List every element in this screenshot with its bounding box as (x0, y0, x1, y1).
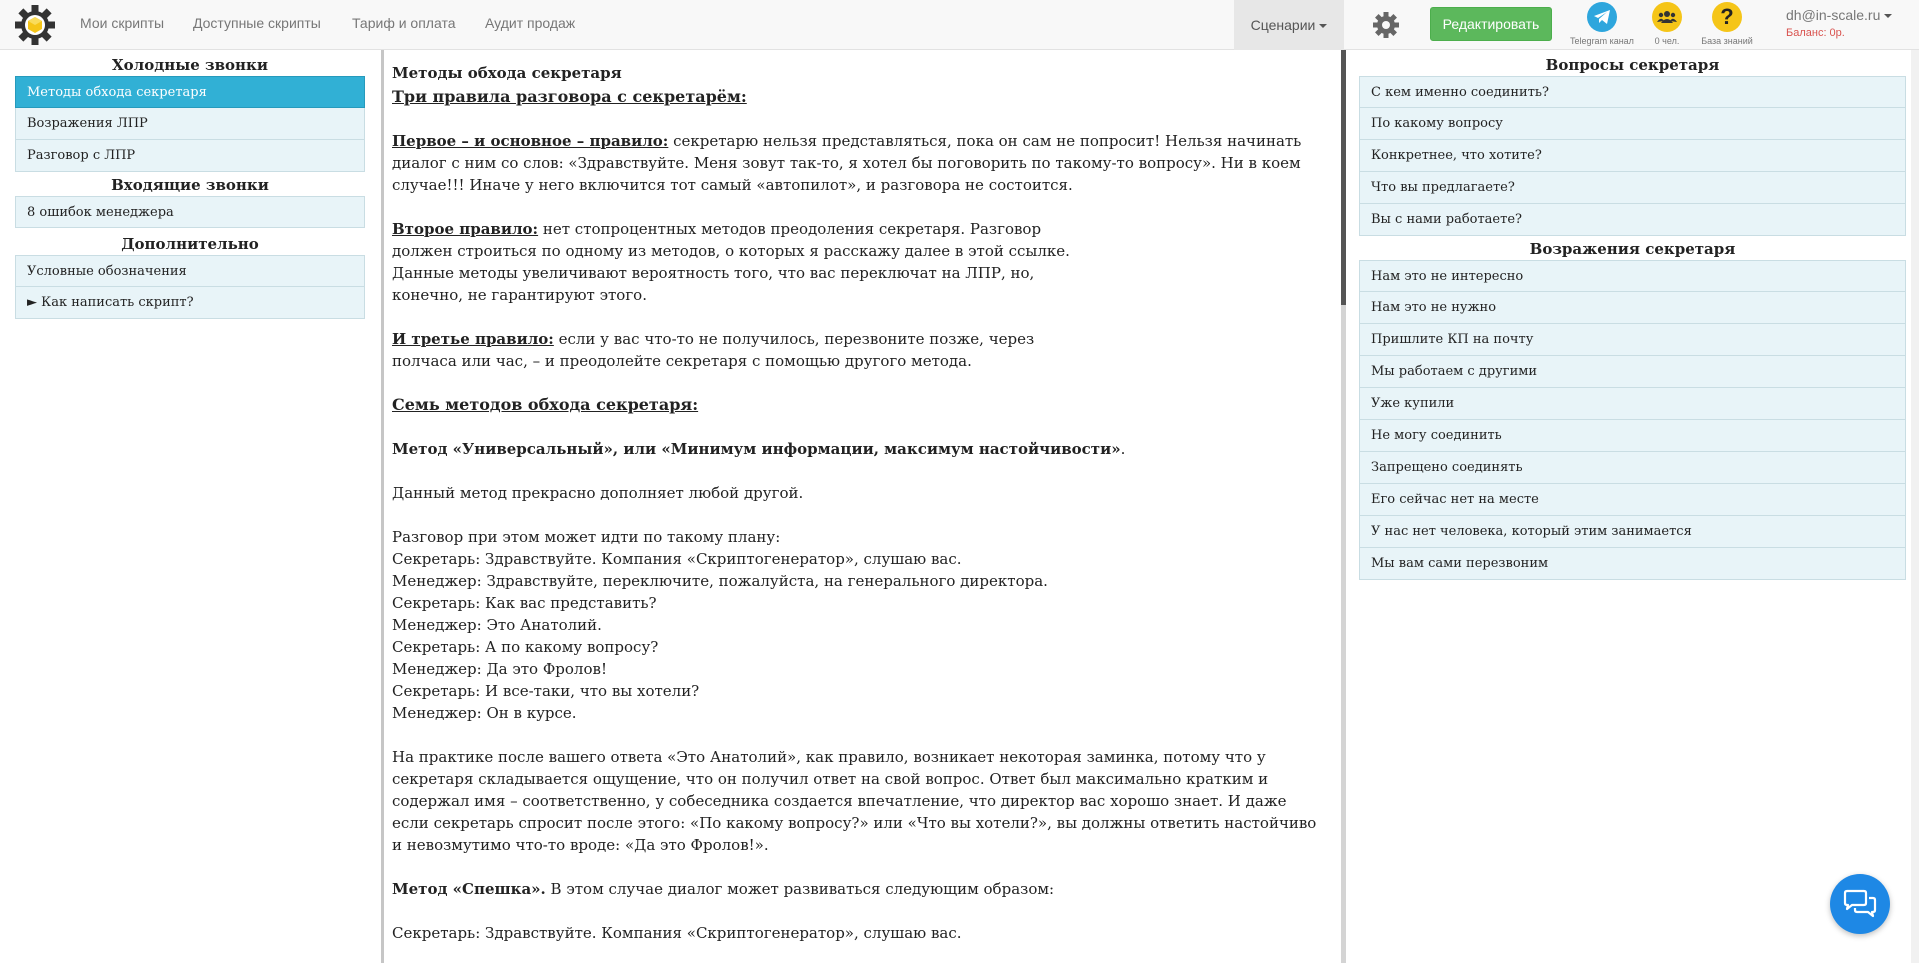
caret-down-icon (1319, 24, 1327, 28)
dialog-line: Секретарь: Как вас представить? (392, 594, 657, 612)
right-item-question[interactable]: Конкретнее, что хотите? (1359, 140, 1906, 172)
right-item-question[interactable]: С кем именно соединить? (1359, 76, 1906, 108)
users-caption: 0 чел. (1654, 36, 1680, 46)
telegram-caption: Telegram канал (1570, 36, 1634, 46)
caret-down-icon (1884, 14, 1892, 18)
nav-sales-audit[interactable]: Аудит продаж (485, 15, 576, 31)
scenarios-dropdown[interactable] (1234, 0, 1344, 50)
rule-3-line-1: И третье правило: если у вас что-то не получилось, перезвоните позже, через (392, 330, 1035, 348)
right-item-objection[interactable]: Мы вам сами перезвоним (1359, 548, 1906, 580)
users-icon (1652, 2, 1682, 32)
content-title: Методы обхода секретаря (392, 64, 622, 82)
scenarios-label: Сценарии (1250, 17, 1316, 33)
right-item-objection[interactable]: Запрещено соединять (1359, 452, 1906, 484)
users-count-link[interactable] (1646, 2, 1688, 46)
right-scrollbar[interactable] (1911, 50, 1919, 963)
method-2-title: Метод «Спешка». В этом случае диалог может развиваться следующим образом: (392, 880, 1055, 898)
right-item-objection[interactable]: Не могу соединить (1359, 420, 1906, 452)
nav-tariff[interactable]: Тариф и оплата (352, 15, 456, 31)
dialog-line: Менеджер: Это Анатолий. (392, 616, 602, 634)
nav-available-scripts[interactable]: Доступные скрипты (193, 15, 321, 31)
plan-text: Разговор при этом может идти по такому плану: (392, 528, 781, 546)
top-navbar (0, 0, 1919, 50)
method-1-desc: Данный метод прекрасно дополняет любой другой. (392, 484, 804, 502)
content-body (384, 50, 1324, 944)
logo-gear-icon[interactable] (14, 4, 56, 46)
telegram-icon (1587, 2, 1617, 32)
rule-1-paragraph: Первое – и основное – правило: секретарю нельзя представляться, пока он сам не попросит! Нельзя начинать диалог с ним со слов: «Здравствуйте. Меня зовут так-то, я хотел бы поговорить по такому-то вопросу». Ни в коем случае!!! Иначе у него включится тот самый «автопилот», и разговора не состоится. (392, 132, 1302, 194)
telegram-channel-link[interactable] (1564, 2, 1640, 46)
nav-my-scripts[interactable]: Мои скрипты (80, 15, 165, 31)
right-item-question[interactable]: По какому вопросу (1359, 108, 1906, 140)
gear-icon[interactable] (1372, 11, 1400, 39)
left-sidebar (15, 52, 365, 319)
right-item-objection[interactable]: Нам это не нужно (1359, 292, 1906, 324)
practice-paragraph: На практике после вашего ответа «Это Анатолий», как правило, возникает некоторая заминка, потому что у секретаря складывается ощущение, что он получил ответ на свой вопрос. Ответ был максимально кратким и содержал имя – соответственно, у собеседника создается впечатление, что директор вас хорошо знает. И даже если секретарь спросит после этого: «По какому вопросу?» или «Что вы хотели?», вы должны ответить настойчиво и невозмутимо что-то вроде: «Да это Фролов!». (392, 748, 1317, 854)
dialog-line: Секретарь: Здравствуйте. Компания «Скриптогенератор», слушаю вас. (392, 550, 962, 568)
content-scrollbar[interactable] (1341, 50, 1346, 963)
content-heading-three-rules: Три правила разговора с секретарём: (392, 87, 747, 106)
left-item-lpr-talk[interactable]: Разговор с ЛПР (15, 140, 365, 172)
question-icon: ? (1712, 2, 1742, 32)
account-balance: Баланс: 0р. (1786, 27, 1845, 39)
chat-button[interactable] (1830, 874, 1890, 934)
content-heading-seven-methods: Семь методов обхода секретаря: (392, 395, 699, 414)
account-email: dh@in-scale.ru (1786, 7, 1892, 23)
section-title-incoming-calls: Входящие звонки (111, 176, 269, 194)
right-item-objection[interactable]: Нам это не интересно (1359, 260, 1906, 292)
right-item-question[interactable]: Что вы предлагаете? (1359, 172, 1906, 204)
rule-2-line-3: Данные методы увеличивают вероятность того, что вас переключат на ЛПР, но, (392, 264, 1035, 282)
right-item-objection[interactable]: Его сейчас нет на месте (1359, 484, 1906, 516)
right-item-objection[interactable]: Мы работаем с другими (1359, 356, 1906, 388)
rule-2-line-1: Второе правило: нет стопроцентных методов преодоления секретаря. Разговор (392, 220, 1042, 238)
dialog-line: Секретарь: И все-таки, что вы хотели? (392, 682, 700, 700)
section-title-secretary-questions: Вопросы секретаря (1545, 56, 1720, 74)
rule-2-line-2: должен строиться по одному из методов, о которых я расскажу далее в этой ссылке. (392, 242, 1070, 260)
section-title-additional: Дополнительно (121, 235, 259, 253)
right-item-objection[interactable]: Уже купили (1359, 388, 1906, 420)
right-sidebar (1359, 52, 1906, 580)
dialog-line: Менеджер: Здравствуйте, переключите, пожалуйста, на генерального директора. (392, 572, 1048, 590)
dialog-line: Секретарь: А по какому вопросу? (392, 638, 659, 656)
chat-icon (1842, 889, 1878, 919)
rule-2-line-4: конечно, не гарантируют этого. (392, 286, 647, 304)
content-panel (381, 50, 1346, 963)
section-title-cold-calls: Холодные звонки (112, 56, 268, 74)
right-item-objection[interactable]: Пришлите КП на почту (1359, 324, 1906, 356)
right-item-objection[interactable]: У нас нет человека, который этим занимается (1359, 516, 1906, 548)
left-item-how-to-write[interactable]: ► Как написать скрипт? (15, 287, 365, 319)
edit-button[interactable]: Редактировать (1430, 7, 1552, 41)
dialog-line: Менеджер: Он в курсе. (392, 704, 577, 722)
kb-caption: База знаний (1701, 36, 1753, 46)
account-menu[interactable] (1786, 7, 1892, 39)
rule-3-line-2: полчаса или час, – и преодолейте секретаря с помощью другого метода. (392, 352, 972, 370)
left-item-legend[interactable]: Условные обозначения (15, 255, 365, 287)
content-scrollbar-thumb[interactable] (1341, 50, 1346, 305)
section-title-secretary-objections: Возражения секретаря (1529, 240, 1736, 258)
dialog-line: Менеджер: Да это Фролов! (392, 660, 607, 678)
method-1-title: Метод «Универсальный», или «Минимум информации, максимум настойчивости». (392, 440, 1126, 458)
left-item-manager-mistakes[interactable]: 8 ошибок менеджера (15, 196, 365, 228)
dialog-line: Секретарь: Здравствуйте. Компания «Скриптогенератор», слушаю вас. (392, 924, 962, 942)
left-item-secretary-methods[interactable]: Методы обхода секретаря (15, 76, 365, 108)
left-item-lpr-objections[interactable]: Возражения ЛПР (15, 108, 365, 140)
knowledge-base-link[interactable] (1694, 2, 1760, 46)
right-item-question[interactable]: Вы с нами работаете? (1359, 204, 1906, 236)
